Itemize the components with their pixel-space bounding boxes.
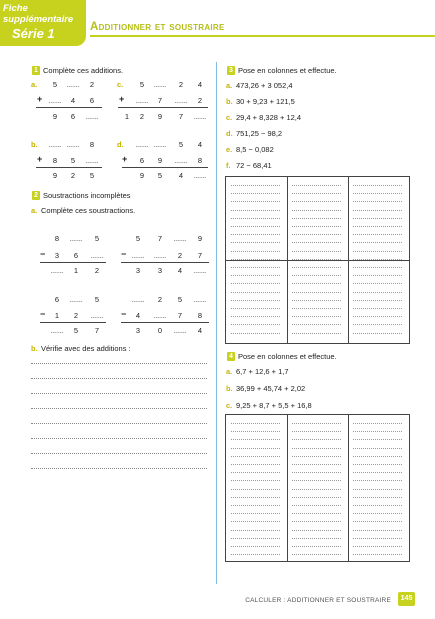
grid-writing-line[interactable] (292, 538, 341, 539)
grid-writing-line[interactable] (292, 193, 341, 194)
header-rule (90, 35, 435, 37)
grid-writing-line[interactable] (353, 283, 402, 284)
grid-writing-line[interactable] (292, 185, 341, 186)
ex1-c-r2-0[interactable]: ...... (135, 96, 149, 105)
grid-writing-line[interactable] (231, 538, 280, 539)
grid-writing-line[interactable] (292, 530, 341, 531)
grid-writing-line[interactable] (292, 234, 341, 235)
grid-writing-line[interactable] (292, 497, 341, 498)
ex1-b-r2-2[interactable]: ...... (85, 156, 99, 165)
grid-writing-line[interactable] (292, 423, 341, 424)
ex3-e-text: 8,5 − 0,082 (236, 145, 274, 154)
grid-writing-line[interactable] (292, 464, 341, 465)
ex1-d-r1-3: 4 (197, 140, 203, 149)
writing-line[interactable] (31, 423, 207, 424)
ex1-b-plus: + (37, 154, 43, 164)
ex1-c-label: c. (117, 80, 124, 89)
grid-writing-line[interactable] (231, 267, 280, 268)
grid-writing-line[interactable] (231, 480, 280, 481)
grid-writing-line[interactable] (353, 464, 402, 465)
grid-writing-line[interactable] (292, 259, 341, 260)
grid-writing-line[interactable] (231, 308, 280, 309)
ex3-c-label: c. (226, 113, 233, 122)
grid-writing-line[interactable] (353, 259, 402, 260)
grid-writing-line[interactable] (292, 489, 341, 490)
ex2-s3-r1-2: 5 (94, 295, 100, 304)
grid-writing-line[interactable] (231, 275, 280, 276)
ex1-a-r1-2: 2 (89, 80, 95, 89)
grid-writing-line[interactable] (231, 505, 280, 506)
grid-writing-line[interactable] (231, 423, 280, 424)
grid-writing-line[interactable] (353, 316, 402, 317)
grid-writing-line[interactable] (292, 267, 341, 268)
ex2-s1-res-1: 1 (73, 266, 79, 275)
ex1-b-res-1: 2 (70, 171, 76, 180)
exercise3-number: 3 (227, 66, 235, 75)
writing-line[interactable] (31, 468, 207, 469)
ex2-s2-line (121, 262, 209, 263)
ex2-s3-line (40, 322, 106, 323)
exercise2-title: Soustractions incomplètes (43, 191, 131, 200)
grid-writing-line[interactable] (231, 251, 280, 252)
grid-writing-line[interactable] (353, 193, 402, 194)
grid-writing-line[interactable] (231, 210, 280, 211)
ex3-d-label: d. (226, 129, 233, 138)
ex2-s2-r1-2[interactable]: ...... (173, 234, 187, 243)
page-title: Additionner et soustraire (90, 21, 225, 33)
grid-writing-line[interactable] (353, 472, 402, 473)
grid-writing-line[interactable] (231, 333, 280, 334)
ex2-s3-res-2: 7 (94, 326, 100, 335)
grid-writing-line[interactable] (353, 226, 402, 227)
grid-writing-line[interactable] (292, 456, 341, 457)
grid-writing-line[interactable] (292, 201, 341, 202)
ex1-a-r2-0[interactable]: ...... (48, 96, 62, 105)
grid-writing-line[interactable] (353, 267, 402, 268)
ex1-d-r2-2[interactable]: ...... (174, 156, 188, 165)
ex2-s2-res-0: 3 (135, 266, 141, 275)
ex2-s3-r2-0: 1 (54, 311, 60, 320)
grid-writing-line[interactable] (292, 546, 341, 547)
ex2-b-instruction: Vérifie avec des additions : (41, 344, 131, 353)
grid-writing-line[interactable] (231, 439, 280, 440)
grid-writing-line[interactable] (231, 226, 280, 227)
exercise1-title: Complète ces additions. (43, 66, 124, 75)
ex1-c-res-2: 9 (157, 112, 163, 121)
grid-writing-line[interactable] (292, 226, 341, 227)
grid-writing-line[interactable] (231, 464, 280, 465)
grid-writing-line[interactable] (292, 505, 341, 506)
ex1-a-r1-0: 5 (52, 80, 58, 89)
ex3-e-label: e. (226, 145, 233, 154)
ex1-c-sum-line (118, 107, 208, 108)
ex2-s4-res-3: 4 (197, 326, 203, 335)
grid-writing-line[interactable] (292, 308, 341, 309)
writing-line[interactable] (31, 393, 207, 394)
grid-writing-line[interactable] (231, 242, 280, 243)
grid-writing-line[interactable] (353, 530, 402, 531)
ex3-b-label: b. (226, 97, 233, 106)
grid-writing-line[interactable] (353, 210, 402, 211)
ex1-c-plus: + (119, 94, 125, 104)
ex1-b-r1-1[interactable]: ...... (66, 140, 80, 149)
ex1-c-r2-3: 2 (197, 96, 203, 105)
ex2-s3-res-0[interactable]: ...... (50, 326, 64, 335)
ex2-s2-res-1: 3 (157, 266, 163, 275)
grid-writing-line[interactable] (231, 497, 280, 498)
grid-writing-line[interactable] (353, 546, 402, 547)
ex1-d-r2-0: 6 (139, 156, 145, 165)
ex1-d-res-1: 5 (157, 171, 163, 180)
grid-writing-line[interactable] (353, 521, 402, 522)
ex4-b-text: 36,99 + 45,74 + 2,02 (236, 384, 306, 393)
grid-writing-line[interactable] (231, 201, 280, 202)
ex2-s3-minus: − (40, 309, 46, 319)
grid-writing-line[interactable] (353, 480, 402, 481)
ex2-s1-r1-1[interactable]: ...... (69, 234, 83, 243)
grid-writing-line[interactable] (292, 521, 341, 522)
ex1-d-r1-0[interactable]: ...... (135, 140, 149, 149)
exercise4-title: Pose en colonnes et effectue. (238, 352, 337, 361)
ex1-c-res-1: 2 (139, 112, 145, 121)
grid-writing-line[interactable] (353, 292, 402, 293)
exercise1-number: 1 (32, 66, 40, 75)
grid-writing-line[interactable] (231, 546, 280, 547)
grid-writing-line[interactable] (292, 431, 341, 432)
grid-writing-line[interactable] (292, 210, 341, 211)
grid-writing-line[interactable] (231, 530, 280, 531)
grid-writing-line[interactable] (292, 292, 341, 293)
grid-writing-line[interactable] (231, 292, 280, 293)
grid-writing-line[interactable] (353, 448, 402, 449)
ex1-a-res-2[interactable]: ...... (85, 112, 99, 121)
ex1-a-r1-1[interactable]: ...... (66, 80, 80, 89)
ex3-c-text: 29,4 + 8,328 + 12,4 (236, 113, 302, 122)
ex1-d-res-3[interactable]: ...... (193, 171, 207, 180)
grid-writing-line[interactable] (353, 456, 402, 457)
ex1-c-r2-1: 7 (157, 96, 163, 105)
ex2-s4-minus: − (121, 309, 127, 319)
ex1-b-r2-0: 8 (52, 156, 58, 165)
ex4-c-label: c. (226, 401, 233, 410)
ex2-s4-r2-0: 4 (135, 311, 141, 320)
ex2-s3-r2-2[interactable]: ...... (90, 311, 104, 320)
ex1-a-label: a. (31, 80, 38, 89)
ex2-s2-r1-0: 5 (135, 234, 141, 243)
ex2-s1-r1-0: 8 (54, 234, 60, 243)
ex2-s4-r1-2: 5 (177, 295, 183, 304)
ex1-b-label: b. (31, 140, 38, 149)
exercise3-title: Pose en colonnes et effectue. (238, 66, 337, 75)
ex1-d-sum-line (122, 167, 208, 168)
ex2-s4-res-2[interactable]: ...... (173, 326, 187, 335)
ex1-d-r2-1: 9 (157, 156, 163, 165)
ex2-a-instruction: Complète ces soustractions. (41, 206, 136, 215)
grid-writing-line[interactable] (292, 324, 341, 325)
ex2-s4-res-1: 0 (157, 326, 163, 335)
grid-writing-line[interactable] (292, 316, 341, 317)
grid-writing-line[interactable] (231, 283, 280, 284)
grid-writing-line[interactable] (353, 234, 402, 235)
ex1-b-r2-1: 5 (70, 156, 76, 165)
ex2-a-label: a. (31, 206, 38, 215)
ex1-c-res-4[interactable]: ...... (193, 112, 207, 121)
ex2-s2-res-2: 4 (177, 266, 183, 275)
ex2-s4-r2-2: 7 (177, 311, 183, 320)
ex2-s4-r2-3: 8 (197, 311, 203, 320)
header-serie: Série 1 (12, 26, 55, 41)
ex2-s2-r1-3: 9 (197, 234, 203, 243)
grid-writing-line[interactable] (353, 308, 402, 309)
ex1-c-r1-3: 4 (197, 80, 203, 89)
ex2-s2-r2-2: 2 (177, 251, 183, 260)
grid-writing-line[interactable] (292, 554, 341, 555)
ex1-a-r2-1: 4 (70, 96, 76, 105)
ex2-s3-res-1: 5 (73, 326, 79, 335)
grid-writing-line[interactable] (292, 439, 341, 440)
grid-writing-line[interactable] (292, 480, 341, 481)
grid-row-divider (226, 260, 409, 261)
grid-writing-line[interactable] (353, 489, 402, 490)
grid-writing-line[interactable] (292, 251, 341, 252)
grid-writing-line[interactable] (231, 316, 280, 317)
ex4-a-text: 6,7 + 12,6 + 1,7 (236, 367, 289, 376)
grid-writing-line[interactable] (231, 185, 280, 186)
grid-writing-line[interactable] (353, 513, 402, 514)
ex1-d-r1-1[interactable]: ...... (153, 140, 167, 149)
writing-line[interactable] (31, 378, 207, 379)
ex2-s4-line (121, 322, 209, 323)
grid-writing-line[interactable] (353, 324, 402, 325)
grid-writing-line[interactable] (353, 185, 402, 186)
grid-writing-line[interactable] (353, 505, 402, 506)
ex2-s2-r2-0[interactable]: ...... (131, 251, 145, 260)
ex3-a-text: 473,26 + 3 052,4 (236, 81, 293, 90)
ex1-b-r1-2: 8 (89, 140, 95, 149)
ex2-s3-r2-1: 2 (73, 311, 79, 320)
writing-line[interactable] (31, 453, 207, 454)
ex1-b-res-2: 5 (89, 171, 95, 180)
ex4-answer-grid[interactable] (225, 414, 410, 562)
exercise4-number: 4 (227, 352, 235, 361)
grid-writing-line[interactable] (353, 300, 402, 301)
grid-writing-line[interactable] (353, 333, 402, 334)
grid-writing-line[interactable] (353, 431, 402, 432)
ex3-answer-grid[interactable] (225, 176, 410, 344)
writing-line[interactable] (31, 408, 207, 409)
ex1-c-r1-0: 5 (139, 80, 145, 89)
grid-writing-line[interactable] (231, 554, 280, 555)
grid-writing-line[interactable] (353, 242, 402, 243)
ex3-b-text: 30 + 9,23 + 121,5 (236, 97, 295, 106)
ex1-b-res-0: 9 (52, 171, 58, 180)
ex2-s3-r1-0: 6 (54, 295, 60, 304)
ex1-a-res-1: 6 (70, 112, 76, 121)
ex1-b-r1-0[interactable]: ...... (48, 140, 62, 149)
grid-writing-line[interactable] (231, 431, 280, 432)
ex2-b-label: b. (31, 344, 38, 353)
ex3-a-label: a. (226, 81, 233, 90)
ex1-c-r1-1[interactable]: ...... (153, 80, 167, 89)
grid-writing-line[interactable] (231, 259, 280, 260)
writing-line[interactable] (31, 438, 207, 439)
ex2-s1-line (40, 262, 106, 263)
page-number: 145 (398, 592, 415, 606)
ex2-s4-r1-3[interactable]: ...... (193, 295, 207, 304)
ex1-c-r2-2[interactable]: ...... (174, 96, 188, 105)
ex1-d-r1-2: 5 (178, 140, 184, 149)
ex2-s2-res-3[interactable]: ...... (193, 266, 207, 275)
ex2-s1-r2-0: 3 (54, 251, 60, 260)
ex1-c-res-3: 7 (178, 112, 184, 121)
ex2-s1-r2-1: 6 (73, 251, 79, 260)
ex1-a-sum-line (36, 107, 102, 108)
ex3-d-text: 751,25 − 98,2 (236, 129, 283, 138)
header-subtitle: Fiche supplémentaire (3, 3, 74, 25)
grid-column-divider (287, 415, 288, 561)
ex4-c-text: 9,25 + 8,7 + 5,5 + 16,8 (236, 401, 312, 410)
ex1-a-res-0: 9 (52, 112, 58, 121)
grid-writing-line[interactable] (231, 456, 280, 457)
ex2-s1-r2-2[interactable]: ...... (90, 251, 104, 260)
grid-writing-line[interactable] (231, 324, 280, 325)
ex1-c-r1-2: 2 (178, 80, 184, 89)
grid-writing-line[interactable] (353, 275, 402, 276)
ex2-s2-minus: − (121, 249, 127, 259)
ex1-c-res-0: 1 (124, 112, 130, 121)
grid-writing-line[interactable] (292, 242, 341, 243)
ex2-s1-res-2: 2 (94, 266, 100, 275)
grid-writing-line[interactable] (353, 554, 402, 555)
ex2-s4-r1-1: 2 (157, 295, 163, 304)
ex1-a-r2-2: 6 (89, 96, 95, 105)
ex1-a-plus: + (37, 94, 43, 104)
ex3-f-text: 72 − 68,41 (236, 161, 272, 170)
grid-writing-line[interactable] (353, 218, 402, 219)
grid-writing-line[interactable] (292, 275, 341, 276)
grid-column-divider (348, 415, 349, 561)
grid-writing-line[interactable] (231, 472, 280, 473)
ex2-s4-r2-1[interactable]: ...... (153, 311, 167, 320)
ex2-s4-res-0: 3 (135, 326, 141, 335)
grid-writing-line[interactable] (292, 283, 341, 284)
grid-writing-line[interactable] (353, 538, 402, 539)
grid-writing-line[interactable] (231, 448, 280, 449)
ex2-s1-minus: − (40, 249, 46, 259)
grid-writing-line[interactable] (353, 439, 402, 440)
ex1-b-sum-line (36, 167, 102, 168)
ex2-s1-res-0[interactable]: ...... (50, 266, 64, 275)
grid-writing-line[interactable] (292, 218, 341, 219)
ex1-d-r2-3: 8 (197, 156, 203, 165)
grid-writing-line[interactable] (292, 472, 341, 473)
grid-writing-line[interactable] (231, 218, 280, 219)
grid-writing-line[interactable] (231, 300, 280, 301)
grid-writing-line[interactable] (292, 333, 341, 334)
column-divider (216, 62, 217, 584)
ex2-s1-r1-2: 5 (94, 234, 100, 243)
grid-writing-line[interactable] (353, 201, 402, 202)
ex2-s2-r2-1[interactable]: ...... (153, 251, 167, 260)
writing-line[interactable] (31, 363, 207, 364)
grid-writing-line[interactable] (353, 497, 402, 498)
ex1-d-plus: + (122, 154, 128, 164)
ex2-s2-r2-3: 7 (197, 251, 203, 260)
grid-writing-line[interactable] (231, 513, 280, 514)
exercise2-number: 2 (32, 191, 40, 200)
ex2-s2-r1-1: 7 (157, 234, 163, 243)
grid-writing-line[interactable] (231, 193, 280, 194)
grid-writing-line[interactable] (353, 423, 402, 424)
grid-writing-line[interactable] (231, 489, 280, 490)
grid-writing-line[interactable] (292, 513, 341, 514)
ex4-b-label: b. (226, 384, 233, 393)
grid-writing-line[interactable] (231, 234, 280, 235)
ex2-s4-r1-0[interactable]: ...... (131, 295, 145, 304)
ex1-d-label: d. (117, 140, 124, 149)
ex4-a-label: a. (226, 367, 233, 376)
ex1-d-res-0: 9 (139, 171, 145, 180)
grid-writing-line[interactable] (231, 521, 280, 522)
footer-text: CALCULER : ADDITIONNER ET SOUSTRAIRE (245, 597, 391, 604)
grid-writing-line[interactable] (292, 448, 341, 449)
grid-writing-line[interactable] (292, 300, 341, 301)
grid-writing-line[interactable] (353, 251, 402, 252)
ex1-d-res-2: 4 (178, 171, 184, 180)
ex2-s3-r1-1[interactable]: ...... (69, 295, 83, 304)
ex3-f-label: f. (226, 161, 231, 170)
